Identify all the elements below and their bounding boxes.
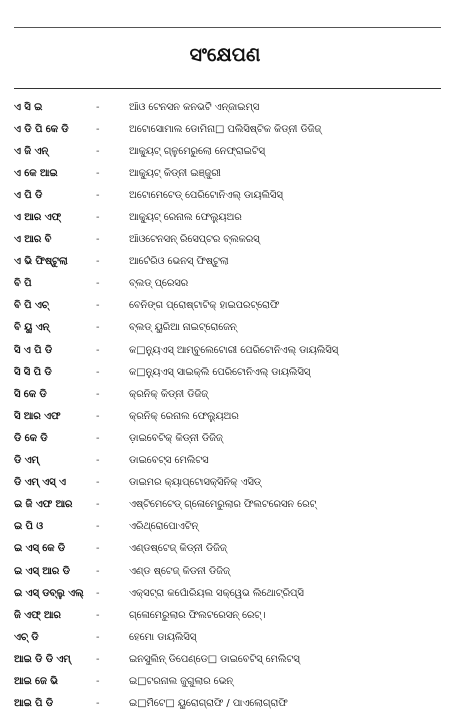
abbreviation-term: ଆଇ ପି ଡି: [14, 698, 54, 710]
abbreviation-expansion: କ□ନ୍ୟୁଏସ୍ ସାଇକ୍ଲି ପେରିଟୋନିଏଲ୍ ଡାୟଲିସିସ୍: [129, 366, 311, 378]
separator-dash: -: [96, 322, 100, 334]
separator-dash: -: [96, 609, 100, 621]
separator-dash: -: [96, 145, 100, 157]
separator-dash: -: [96, 675, 100, 687]
abbreviation-term: ଇ ଏସ୍ କେ ଡି: [14, 543, 66, 555]
abbreviation-term: ଡି ଏମ୍ ଏସ୍ ଏ: [14, 477, 66, 489]
list-item: [0, 229, 450, 251]
list-item: [0, 427, 450, 449]
abbreviation-term: ବି ୟୁ ଏନ୍: [14, 322, 50, 334]
abbreviation-expansion: ଆଁଓ ଟେନସନ କନଭର୍ଟି ଏନ୍ଜାଇମ୍ସ: [129, 101, 260, 113]
abbreviation-expansion: ବ୍ଲଡ୍ ୟୁରିଆ ନାଇଟ୍ରୋଜେନ୍: [129, 322, 237, 334]
abbreviation-expansion: କ୍ରନିକ୍ ରେନାଲ ଫେଲ୍ୟୁଅର: [129, 410, 239, 422]
abbreviation-expansion: ବେନିଙ୍ଗ ପ୍ରୋଷ୍ଟାଟିକ୍ ହାଇପରଟ୍ରୋଫି: [129, 300, 280, 312]
separator-dash: -: [96, 565, 100, 577]
separator-dash: -: [96, 101, 100, 113]
abbreviation-expansion: କ୍ରନିକ୍ କିଡ୍ନୀ ଡିଜିଜ୍: [129, 388, 209, 400]
separator-dash: -: [96, 543, 100, 555]
abbreviation-term: ଇ ଏସ୍ ଆର ଡି: [14, 565, 70, 577]
abbreviation-expansion: ଏଷ୍ଟିମେଟେଡ୍ ଗ୍ଳୋମେରୁଲାର ଫିଲଟରେସନ ରେଟ୍: [129, 499, 317, 511]
separator-dash: -: [96, 499, 100, 511]
list-item: [0, 626, 450, 648]
abbreviation-expansion: ଏଣ୍ଡ ଷ୍ଟେଜ୍ କିଡନୀ ଡିଜିଜ୍: [129, 565, 230, 577]
abbreviation-expansion: ଆକ୍ୟୁଟ୍ ରେନାଲ ଫେଲ୍ୟୁଅର: [129, 212, 242, 224]
separator-dash: -: [96, 212, 100, 224]
abbreviation-term: ସି ଏ ପି ଡି: [14, 344, 53, 356]
abbreviation-term: ଏ ସି ଇ: [14, 101, 43, 113]
abbreviation-expansion: ଇନସୁଲିନ୍ ଡିପେଣ୍ଡେ□ ଡାଇବେଟିସ୍ ମେଲିଟସ୍: [129, 653, 300, 665]
list-item: [0, 450, 450, 472]
separator-dash: -: [96, 477, 100, 489]
abbreviation-expansion: ବ୍ଲଡ୍ ପ୍ରେସର: [129, 278, 189, 290]
list-item: [0, 648, 450, 670]
list-item: [0, 494, 450, 516]
abbreviation-term: ଡି କେ ଡି: [14, 432, 48, 444]
abbreviation-expansion: ଆଁଓଟେନସନ୍ ରିସେପ୍ଟର ବ୍ଲକରସ୍: [129, 234, 260, 246]
abbreviation-term: ଆଇ ଜେ ଭି: [14, 675, 58, 687]
separator-dash: -: [96, 631, 100, 643]
abbreviation-term: ଏ କେ ଆଇ: [14, 167, 58, 179]
list-item: [0, 162, 450, 184]
page-title: ସଂକ୍ଷେପଣ: [189, 44, 261, 66]
separator-dash: -: [96, 366, 100, 378]
top-rule: [14, 27, 441, 28]
abbreviation-term: ଆଇ ଡି ଡି ଏମ୍: [14, 653, 71, 665]
list-item: [0, 251, 450, 273]
separator-dash: -: [96, 167, 100, 179]
title-underline: [14, 88, 441, 89]
abbreviation-term: ଏ ପି ଡି: [14, 189, 43, 201]
separator-dash: -: [96, 344, 100, 356]
list-item: [0, 206, 450, 228]
abbreviation-term: ସି କେ ଡି: [14, 388, 47, 400]
abbreviation-term: ଇ ପି ଓ: [14, 521, 44, 533]
separator-dash: -: [96, 698, 100, 710]
abbreviation-expansion: ଇ□ର୍ମିଟେ□ ୟୁରୋଗ୍ରାଫି / ପାଏଲୋଗ୍ରାଫି: [129, 698, 288, 710]
abbreviation-expansion: ଡାଇବେଟ୍ସ ମେଲିଟସ: [129, 455, 209, 467]
abbreviation-expansion: ଆକ୍ୟୁଟ୍ ଗ୍ଳୁମେରୁଲୋ ନେଫ୍ରାଇଟିସ୍: [129, 145, 265, 157]
separator-dash: -: [96, 189, 100, 201]
separator-dash: -: [96, 256, 100, 268]
list-item: [0, 582, 450, 604]
list-item: [0, 538, 450, 560]
abbreviation-expansion: ଡାଇମର କ୍ୟାପ୍ଟୋସକ୍ସିନିକ୍ ଏସିଡ୍: [129, 477, 261, 489]
list-item: [0, 96, 450, 118]
list-item: [0, 670, 450, 692]
separator-dash: -: [96, 410, 100, 422]
abbreviation-expansion: ଅଟୋସୋମାଲ ଡୋମିନା□ ପଲିସିଷ୍ଟିକ କିଡ୍ନୀ ଡିଜିଜ୍: [129, 123, 322, 135]
abbreviation-term: ସି ସି ପି ଡି: [14, 366, 52, 378]
abbreviation-expansion: ହେମୋ ଡାୟଲିସିସ୍: [129, 631, 197, 643]
list-item: [0, 472, 450, 494]
abbreviation-term: ବି ପି: [14, 278, 32, 290]
list-item: [0, 405, 450, 427]
abbreviation-term: ଏ ଭି ଫିଷ୍ଟୁଲା: [14, 256, 68, 268]
list-item: [0, 295, 450, 317]
list-item: [0, 361, 450, 383]
list-item: [0, 383, 450, 405]
list-item: [0, 317, 450, 339]
abbreviation-term: ଇ ଜି ଏଫ ଆର: [14, 499, 73, 511]
abbreviation-term: ଜି ଏଫ୍ ଆର: [14, 609, 61, 621]
separator-dash: -: [96, 388, 100, 400]
abbreviation-term: ସି ଆର ଏଫ: [14, 410, 61, 422]
list-item: [0, 273, 450, 295]
separator-dash: -: [96, 521, 100, 533]
abbreviation-expansion: ଆକ୍ୟୁଟ୍ କିଡ୍ନୀ ଇଞ୍ଜୁରୀ: [129, 167, 221, 179]
abbreviation-expansion: ଅଟୋମେଟେଡ୍ ପେରିଟୋନିଏଲ୍ ଡାୟଲିସିସ୍: [129, 189, 283, 201]
list-item: [0, 184, 450, 206]
list-item: [0, 516, 450, 538]
abbreviation-expansion: ଇ□ଟରନାଲ ଜୁଗୁଲାର ଭେନ୍: [129, 675, 234, 687]
abbreviation-expansion: ଏଣ୍ଡଷ୍ଟେଜ୍ କିଡ୍ନୀ ଡିଜିଜ୍: [129, 543, 227, 555]
list-item: [0, 604, 450, 626]
separator-dash: -: [96, 432, 100, 444]
list-item: [0, 118, 450, 140]
abbreviation-term: ଇ ଏସ୍ ଡବ୍ଲୁ ଏଲ୍: [14, 587, 84, 599]
abbreviation-expansion: ଏକ୍ସଟ୍ରା କର୍ପୋରିୟଲ ସକ୍ୱେଭ ଲିଥୋଟ୍ରିପ୍ସି: [129, 587, 304, 599]
separator-dash: -: [96, 653, 100, 665]
list-item: [0, 140, 450, 162]
list-item: [0, 693, 450, 715]
abbreviation-list: [0, 96, 450, 715]
list-item: [0, 339, 450, 361]
abbreviation-expansion: ଗ୍ଳୋମେରୁଲାର ଫିଲଟରେସନ୍ ରେଟ୍।: [129, 609, 266, 621]
abbreviation-term: ବି ପି ଏଚ୍: [14, 300, 49, 312]
abbreviation-term: ଡି ଏମ୍: [14, 455, 39, 467]
abbreviation-term: ଏ ଜି ଏନ୍: [14, 145, 49, 157]
separator-dash: -: [96, 234, 100, 246]
abbreviation-expansion: ଡ଼ାଇବେଟିକ୍ କିଡ୍ନୀ ଡିଜିଜ୍: [129, 432, 223, 444]
abbreviation-term: ଏଚ୍ ଡି: [14, 631, 39, 643]
separator-dash: -: [96, 123, 100, 135]
abbreviation-expansion: ଏରିଥ୍ରୋପୋଏଟିନ୍: [129, 521, 199, 533]
separator-dash: -: [96, 455, 100, 467]
list-item: [0, 560, 450, 582]
abbreviation-term: ଏ ଡି ପି କେ ଡି: [14, 123, 69, 135]
separator-dash: -: [96, 300, 100, 312]
separator-dash: -: [96, 278, 100, 290]
separator-dash: -: [96, 587, 100, 599]
abbreviation-term: ଏ ଆର ବି: [14, 234, 52, 246]
abbreviation-term: ଏ ଆର ଏଫ୍: [14, 212, 61, 224]
abbreviation-expansion: କ□ନ୍ୟୁଏସ୍ ଆମ୍ବୁଲେଟୋରୀ ପେରିଟୋନିଏଲ୍ ଡାୟଲିସିସ୍: [129, 344, 338, 356]
abbreviation-expansion: ଆର୍ଟେରିଓ ଭେନସ୍ ଫିଷ୍ଟୁଲା: [129, 256, 229, 268]
